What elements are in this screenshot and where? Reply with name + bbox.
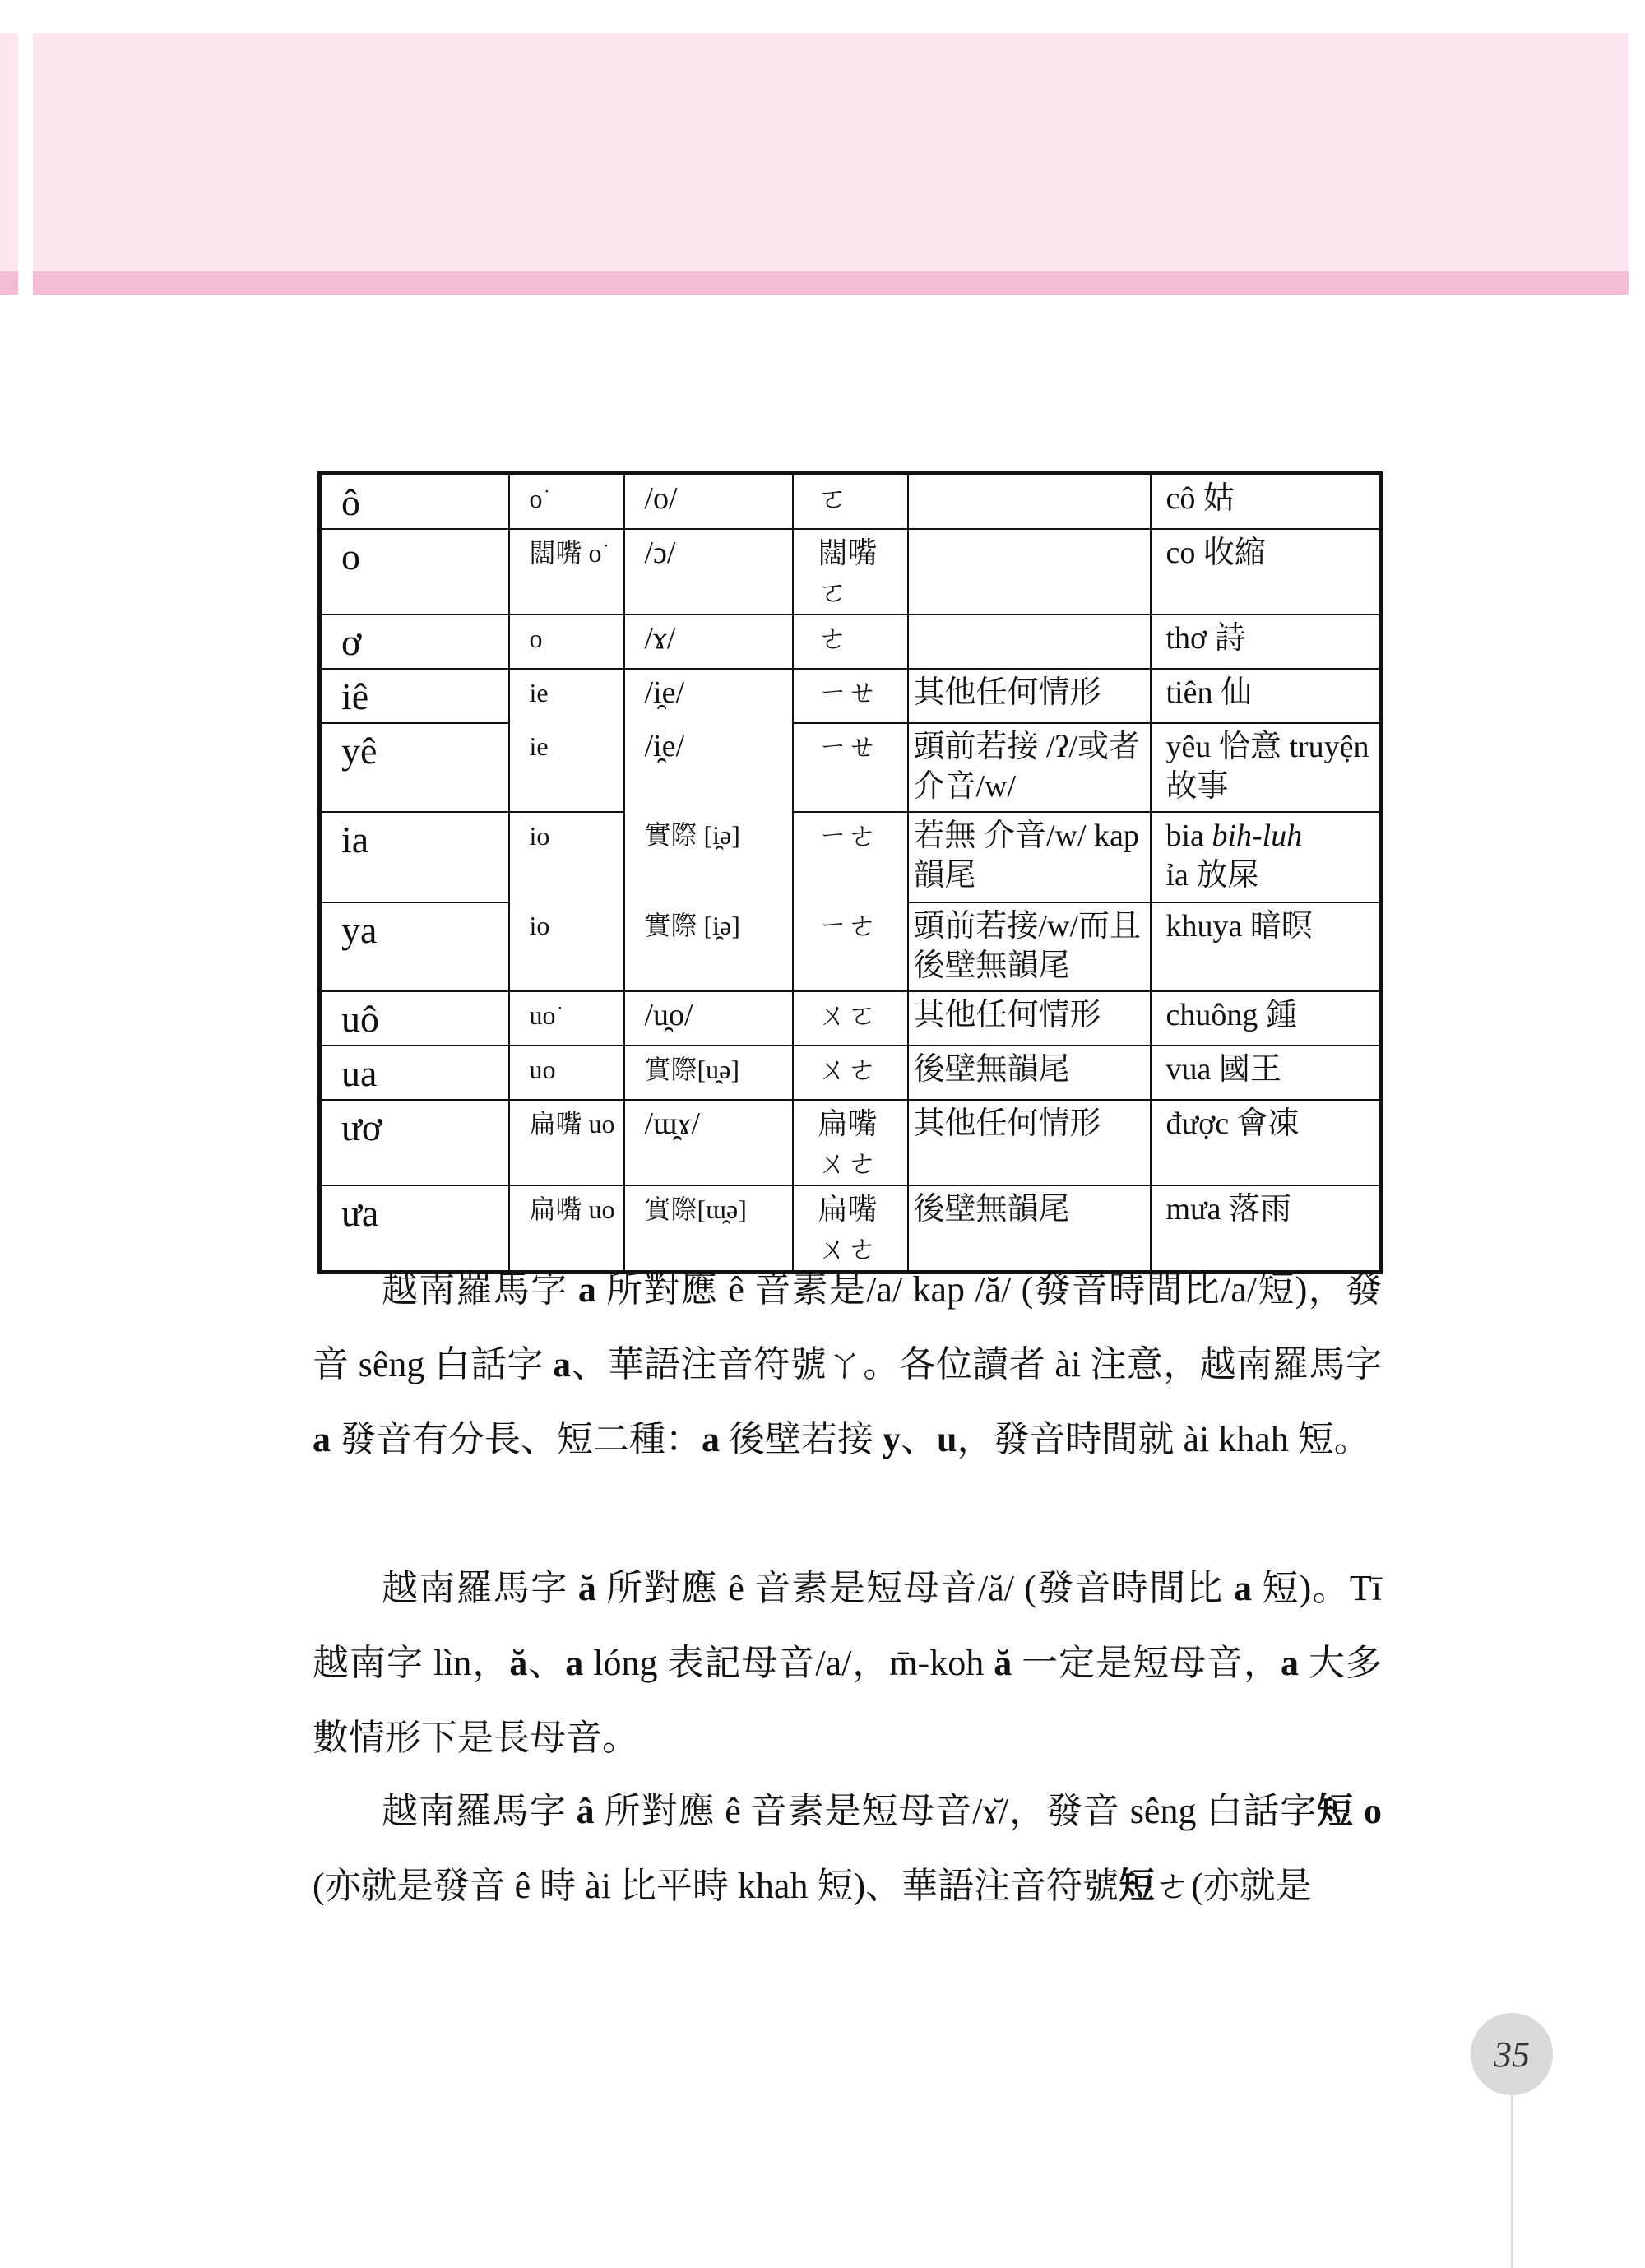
bopomofo-value: 闊嘴ㄛ bbox=[793, 529, 908, 615]
text: 、 bbox=[527, 1643, 566, 1683]
condition-value: 若無 介音/w/ kap 韻尾 bbox=[908, 812, 1151, 902]
bold-term: a bbox=[565, 1643, 584, 1683]
vowel-symbol: yê bbox=[320, 723, 509, 812]
example-value: thơ 詩 bbox=[1151, 615, 1381, 669]
example-value: mưa 落雨 bbox=[1151, 1185, 1381, 1273]
header-stripe bbox=[33, 271, 1629, 295]
left-decor-stripe bbox=[0, 271, 18, 295]
vowel-symbol: ươ bbox=[320, 1100, 509, 1185]
pwj-value: ie bbox=[509, 669, 624, 723]
condition-value: 後壁無韻尾 bbox=[908, 1046, 1151, 1100]
table-row bbox=[320, 723, 1381, 812]
ipa-value: 實際[ɯ̯ə] bbox=[624, 1185, 793, 1273]
bold-term: a bbox=[1281, 1643, 1300, 1683]
bopomofo-value: ㄧㄝ bbox=[793, 669, 908, 723]
vowel-symbol: ưa bbox=[320, 1185, 509, 1273]
pwj-value: io bbox=[509, 812, 624, 902]
text: ㄜ(亦就是 bbox=[1155, 1866, 1312, 1906]
bold-term: ă bbox=[577, 1568, 596, 1608]
ipa-value: /i̯e/ bbox=[624, 669, 793, 723]
text: 短)。Tī越南字 lìn， bbox=[313, 1568, 1382, 1683]
text: 越南羅馬字 bbox=[382, 1568, 578, 1608]
table-row bbox=[320, 529, 1381, 615]
bopomofo-value: ㄨㄜ bbox=[793, 1046, 908, 1100]
vowel-symbol: ia bbox=[320, 812, 509, 902]
bold-term: â bbox=[576, 1791, 595, 1831]
example-value: khuya 暗暝 bbox=[1151, 902, 1381, 991]
ipa-value: /o/ bbox=[624, 474, 793, 530]
bopomofo-value: ㄧㄜ bbox=[793, 902, 908, 991]
vowel-table bbox=[317, 471, 1383, 1274]
bopomofo-value: 扁嘴 ㄨㄜ bbox=[793, 1185, 908, 1273]
pwj-value: 扁嘴 uo bbox=[509, 1185, 624, 1273]
example-word: bia bbox=[1165, 819, 1204, 853]
example-word-italic: bih-luh bbox=[1212, 819, 1303, 853]
text: 後壁若接 bbox=[720, 1419, 883, 1459]
pwj-value: uo bbox=[509, 1046, 624, 1100]
vowel-symbol: ua bbox=[320, 1046, 509, 1100]
pwj-value: 扁嘴 uo bbox=[509, 1100, 624, 1185]
bopomofo-value: ㄧㄝ bbox=[793, 723, 908, 812]
bold-term: a bbox=[313, 1419, 331, 1459]
condition-value bbox=[908, 529, 1151, 615]
text: 一定是短母音， bbox=[1012, 1643, 1281, 1683]
example-value: yêu 恰意 truyện 故事 bbox=[1151, 723, 1381, 812]
text: 越南羅馬字 bbox=[382, 1269, 578, 1310]
vowel-symbol: o bbox=[320, 529, 509, 615]
example-value bbox=[1151, 812, 1381, 902]
bold-term: a bbox=[553, 1344, 572, 1384]
vowel-symbol: ya bbox=[320, 902, 509, 991]
example-value: vua 國王 bbox=[1151, 1046, 1381, 1100]
example-value: tiên 仙 bbox=[1151, 669, 1381, 723]
pwj-value: o͘ bbox=[509, 474, 624, 530]
condition-value bbox=[908, 615, 1151, 669]
bold-term: u bbox=[937, 1419, 957, 1459]
left-decor-bar bbox=[0, 33, 18, 271]
table-row bbox=[320, 1100, 1381, 1185]
ipa-value: /i̯e/ bbox=[624, 723, 793, 812]
bold-term: a bbox=[577, 1269, 596, 1310]
ipa-value: 實際 [i̯ə] bbox=[624, 902, 793, 991]
text: 大多數情形下是長母音。 bbox=[313, 1643, 1383, 1758]
table-row bbox=[320, 991, 1381, 1046]
text: 越南羅馬字 bbox=[382, 1791, 577, 1831]
ipa-value: 實際[u̯ə] bbox=[624, 1046, 793, 1100]
page-number-line bbox=[1511, 2095, 1513, 2268]
text: 、華語注音符號ㄚ。各位讀者 ài 注意，越南羅馬字 bbox=[571, 1344, 1382, 1384]
text: 、 bbox=[901, 1419, 937, 1459]
text: ，發音時間就 ài khah 短。 bbox=[957, 1419, 1370, 1459]
table-row bbox=[320, 615, 1381, 669]
text: (亦就是發音 ê 時 ài 比平時 khah 短)、華語注音符號 bbox=[313, 1866, 1119, 1906]
example-value: được 會凍 bbox=[1151, 1100, 1381, 1185]
pwj-value: ie bbox=[509, 723, 624, 812]
pwj-value: 闊嘴 o͘ bbox=[509, 529, 624, 615]
condition-value: 其他任何情形 bbox=[908, 669, 1151, 723]
vowel-symbol: ơ bbox=[320, 615, 509, 669]
ipa-value: /ɯ̯ɤ/ bbox=[624, 1100, 793, 1185]
table-row bbox=[320, 902, 1381, 991]
page-number: 35 bbox=[1471, 2013, 1553, 2095]
pwj-value: io bbox=[509, 902, 624, 991]
condition-value: 頭前若接 /ʔ/或者介音/w/ bbox=[908, 723, 1151, 812]
bold-term: ă bbox=[509, 1643, 528, 1683]
example-value: co 收縮 bbox=[1151, 529, 1381, 615]
text: 所對應 ê 音素是短母音/ɤ̆/，發音 sêng 白話字 bbox=[594, 1791, 1318, 1831]
text: lóng 表記母音/a/，m̄-koh bbox=[583, 1643, 994, 1683]
bopomofo-value: ㄜ bbox=[793, 615, 908, 669]
text: 所對應 ê 音素是短母音/ă/ (發音時間比 bbox=[595, 1568, 1235, 1608]
table-row bbox=[320, 812, 1381, 902]
bold-term: a bbox=[702, 1419, 720, 1459]
bold-term: 短 o bbox=[1317, 1791, 1383, 1831]
header-band bbox=[33, 33, 1629, 271]
example-value: chuông 鍾 bbox=[1151, 991, 1381, 1046]
ipa-value: /ɤ/ bbox=[624, 615, 793, 669]
condition-value: 頭前若接/w/而且後壁無韻尾 bbox=[908, 902, 1151, 991]
condition-value: 後壁無韻尾 bbox=[908, 1185, 1151, 1273]
ipa-value: 實際 [i̯ə] bbox=[624, 812, 793, 902]
vowel-symbol: iê bbox=[320, 669, 509, 723]
text: 所對應 ê 音素是/a/ kap /ă/ (發音時間比/a/短)，發音 sêng 白話字 bbox=[313, 1269, 1382, 1384]
ipa-value: /ɔ/ bbox=[624, 529, 793, 615]
example-word: ỉa 放屎 bbox=[1165, 858, 1259, 893]
pwj-value: o bbox=[509, 615, 624, 669]
bopomofo-value: ㄧㄜ bbox=[793, 812, 908, 902]
vowel-symbol: ô bbox=[320, 474, 509, 530]
ipa-value: /u̯o/ bbox=[624, 991, 793, 1046]
bold-term: y bbox=[883, 1419, 901, 1459]
paragraph-3 bbox=[313, 1774, 1382, 1923]
text: 發音有分長、短二種： bbox=[331, 1419, 702, 1459]
bold-term: a bbox=[1234, 1568, 1253, 1608]
paragraph-1 bbox=[313, 1252, 1382, 1477]
example-value: cô 姑 bbox=[1151, 474, 1381, 530]
table-row bbox=[320, 669, 1381, 723]
paragraph-2 bbox=[313, 1551, 1382, 1775]
pwj-value: uo͘ bbox=[509, 991, 624, 1046]
bold-term: 短 bbox=[1119, 1866, 1156, 1906]
condition-value bbox=[908, 474, 1151, 530]
bopomofo-value: ㄛ bbox=[793, 474, 908, 530]
bopomofo-value: 扁嘴 ㄨㄜ bbox=[793, 1100, 908, 1185]
condition-value: 其他任何情形 bbox=[908, 1100, 1151, 1185]
vowel-symbol: uô bbox=[320, 991, 509, 1046]
condition-value: 其他任何情形 bbox=[908, 991, 1151, 1046]
bopomofo-value: ㄨㄛ bbox=[793, 991, 908, 1046]
table-row bbox=[320, 1046, 1381, 1100]
bold-term: ă bbox=[994, 1643, 1012, 1683]
table-row bbox=[320, 474, 1381, 530]
